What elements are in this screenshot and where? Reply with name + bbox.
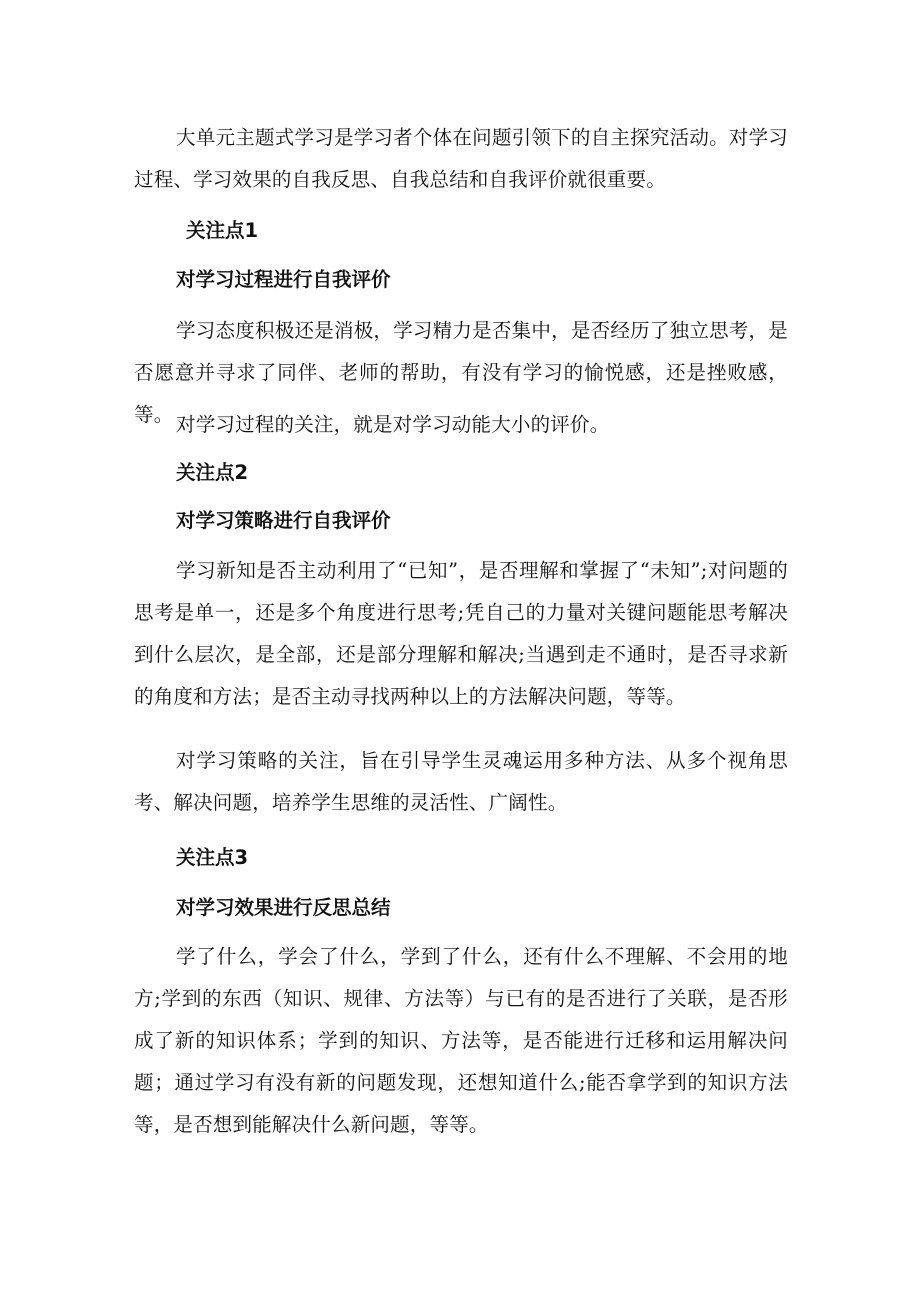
section-3-body: 学了什么，学会了什么，学到了什么，还有什么不理解、不会用的地方;学到的东西（知识、规律、方法等）与已有的是否进行了关联，是否形成了新的知识体系；学到的知识、方法等，是否能进行迁移和运用解决问题；通过学习有没有新的问题发现，还想知道什么;能否拿学到的知识方法等，是否想到能解决什么新问题，等等。: [134, 945, 788, 1136]
section-1-body: 学习态度积极还是消极，学习精力是否集中，是否经历了独立思考，是否愿意并寻求了同伴、老师的帮助，有没有学习的愉悦感，还是挫败感，等。: [134, 319, 788, 426]
intro-paragraph: 大单元主题式学习是学习者个体在问题引领下的自主探究活动。对学习过程、学习效果的自我反思、自我总结和自我评价就很重要。: [134, 126, 788, 191]
section-1-subheading: 对学习过程进行自我评价: [176, 268, 391, 291]
section-2-subheading: 对学习策略进行自我评价: [176, 509, 391, 532]
section-2-summary: 对学习策略的关注，旨在引导学生灵魂运用多种方法、从多个视角思考、解决问题，培养学生思维的灵活性、广阔性。: [134, 749, 788, 814]
section-2-body: 学习新知是否主动利用了“已知”，是否理解和掌握了“未知”;对问题的思考是单一，还是多个角度进行思考;凭自己的力量对关键问题能思考解决到什么层次，是全部，还是部分理解和解决;当遇到走不通时，是否寻求新的角度和方法；是否主动寻找两种以上的方法解决问题，等等。: [134, 559, 788, 708]
section-3-heading: 关注点3: [176, 846, 249, 869]
section-1-summary: 对学习过程的关注，就是对学习动能大小的评价。: [176, 413, 610, 436]
section-3-subheading: 对学习效果进行反思总结: [176, 896, 391, 919]
section-1-heading: 关注点1: [186, 219, 259, 242]
section-2-heading: 关注点2: [176, 461, 249, 484]
